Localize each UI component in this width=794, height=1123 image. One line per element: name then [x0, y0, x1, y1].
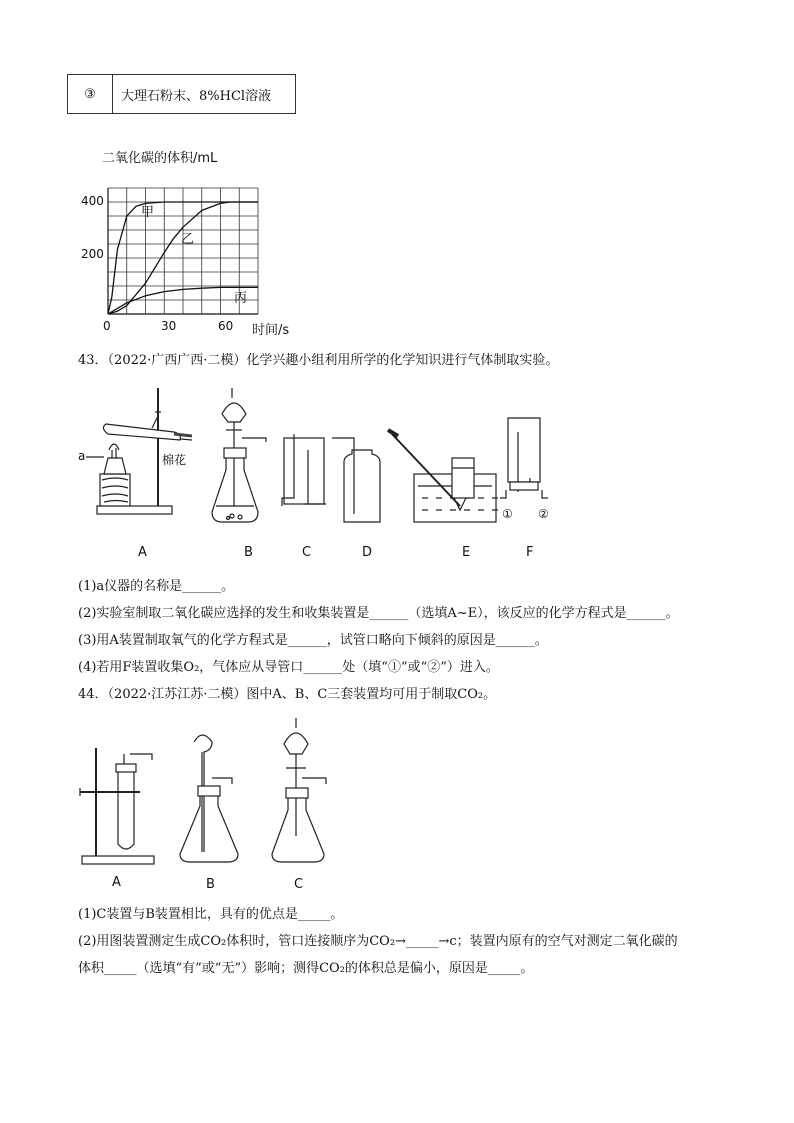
reagent-table [67, 74, 296, 114]
row-content: 大理石粉末、8%HCl溶液 [113, 75, 296, 114]
q44-part1: (1)C装置与B装置相比，具有的优点是_____。 [78, 907, 344, 922]
q43-part2: (2)实验室制取二氧化碳应选择的发生和收集装置是______（选填A~E），该反应的化学方程式是______。 [78, 606, 679, 621]
label-cotton: 棉花 [162, 453, 187, 467]
label-port-1: ① [502, 507, 513, 521]
co2-volume-chart [60, 148, 320, 338]
table-row [68, 75, 296, 114]
label-E: E [462, 545, 471, 560]
label-C: C [302, 545, 312, 560]
chart-xlabel: 时间/s [252, 323, 290, 338]
apparatus-44c [272, 718, 326, 862]
apparatus-44b [180, 735, 238, 862]
label-F: F [526, 545, 534, 560]
q43-part3: (3)用A装置制取氧气的化学方程式是______，试管口略向下倾斜的原因是______。 [78, 633, 548, 648]
row-number: ③ [68, 75, 113, 114]
apparatus-a [78, 388, 192, 514]
chart-ylabel: 二氧化碳的体积/mL [102, 151, 218, 166]
label-44B: B [206, 877, 215, 892]
series-label-yi: 乙 [181, 232, 195, 247]
label-A: A [138, 545, 147, 560]
label-port-2: ② [538, 507, 549, 521]
q43-apparatus-figure [78, 378, 582, 568]
apparatus-44a [80, 748, 154, 864]
q44-apparatus-figure [70, 714, 350, 894]
ytick-200: 200 [81, 247, 104, 261]
apparatus-f [500, 418, 549, 521]
label-44C: C [294, 877, 304, 892]
q43-stem: 43．（2022·广西广西·二模）化学兴趣小组利用所学的化学知识进行气体制取实验。 [78, 353, 559, 368]
series-label-jia: 甲 [141, 205, 155, 220]
q44-part2a: (2)用图装置测定生成CO₂体积时，管口连接顺序为CO₂→_____→c；装置内原有的空气对测定二氧化碳的 [78, 934, 678, 949]
q44-part2b: 体积_____（选填“有”或“无”）影响；测得CO₂的体积总是偏小，原因是_____。 [78, 961, 534, 976]
apparatus-c [282, 434, 326, 506]
q43-part1: (1)a仪器的名称是______。 [78, 579, 235, 594]
label-D: D [362, 545, 373, 560]
apparatus-d [332, 438, 380, 522]
label-a: a [78, 449, 86, 463]
q44-stem: 44．（2022·江苏江苏·二模）图中A、B、C三套装置均可用于制取CO₂。 [78, 687, 497, 702]
apparatus-b [212, 388, 266, 522]
label-B: B [244, 545, 253, 560]
xtick-0: 0 [103, 319, 111, 333]
q43-part4: (4)若用F装置收集O₂，气体应从导管口______处（填“①”或“②”）进入。 [78, 660, 499, 675]
xtick-60: 60 [218, 319, 234, 333]
xtick-30: 30 [161, 319, 177, 333]
series-label-bing: 丙 [234, 291, 248, 306]
ytick-400: 400 [81, 194, 104, 208]
label-44A: A [112, 875, 121, 890]
apparatus-e [388, 430, 498, 522]
